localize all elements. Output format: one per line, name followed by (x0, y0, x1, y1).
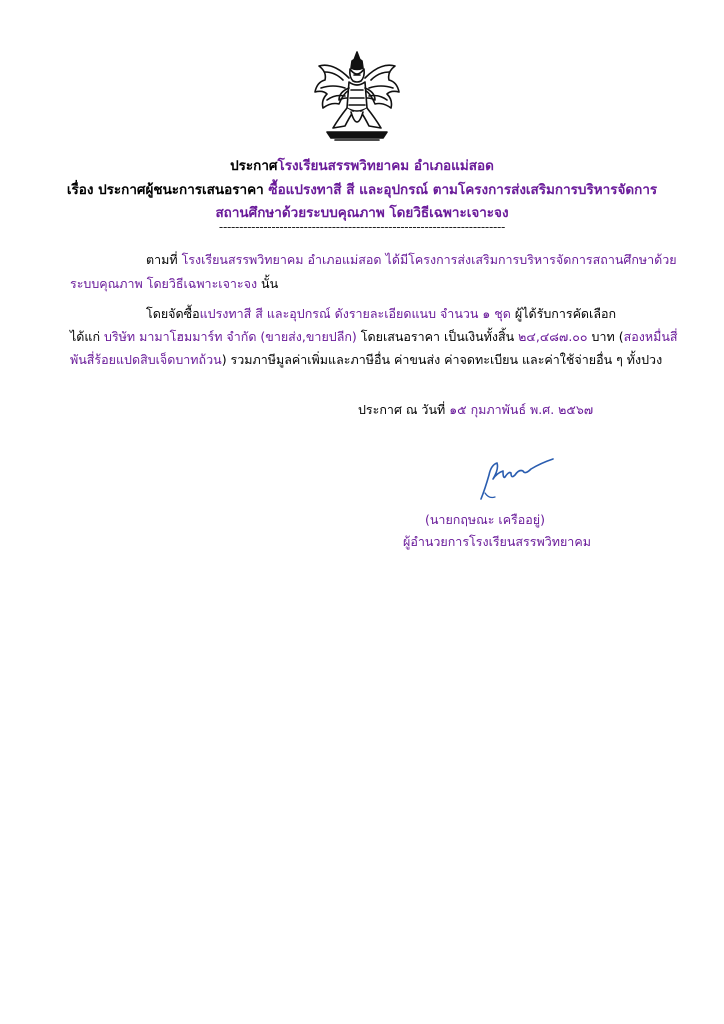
bid-amount: ๒๔,๔๘๗.๐๐ (518, 329, 588, 344)
signer-name: (นายกฤษณะ เครืออยู่) (425, 512, 545, 527)
amount-in-words-end: พันสี่ร้อยแปดสิบเจ็ดบาทถ้วน (70, 352, 222, 367)
title-prefix: ประกาศ (230, 158, 278, 174)
item-description: แปรงทาสี สี และอุปกรณ์ ดังรายละเอียดแนบ จำนวน ๑ ชุด (199, 306, 511, 321)
paragraph1-line2 (70, 274, 278, 294)
signer-position: ผู้อำนวยการโรงเรียนสรรพวิทยาคม (403, 534, 591, 549)
text-run: ผู้ได้รับการคัดเลือก (510, 306, 617, 321)
separator-line: ----------------------------------------------------------------------- (218, 220, 506, 234)
winning-vendor: บริษัท มามาโฮมมาร์ท จำกัด (ขายส่ง,ขายปลีก) (104, 329, 357, 344)
announcement-title (40, 154, 684, 176)
announcement-subject (40, 178, 684, 200)
garuda-emblem-icon (309, 48, 405, 148)
text-run: นั้น (257, 276, 279, 291)
project-run: ได้มีโครงการส่งเสริมการบริหารจัดการสถานศึกษาด้วย (381, 252, 677, 267)
text-run: โดยจัดซื้อ (146, 306, 200, 321)
method-run: ระบบคุณภาพ โดยวิธีเฉพาะเจาะจง (70, 276, 258, 291)
text-run: ) รวมภาษีมูลค่าเพิ่มและภาษีอื่น ค่าขนส่ง ค่าจดทะเบียน และค่าใช้จ่ายอื่น ๆ ทั้งปวง (221, 352, 663, 367)
amount-in-words-start: สองหมื่นสี่ (623, 329, 678, 344)
paragraph2-line3 (70, 350, 662, 370)
paragraph2-line1 (146, 304, 616, 324)
subject-prefix: เรื่อง ประกาศผู้ชนะการเสนอราคา (66, 182, 269, 198)
announcement-date (358, 400, 593, 420)
text-run: โดยเสนอราคา เป็นเงินทั้งสิ้น (356, 329, 519, 344)
text-run: ตามที่ (146, 252, 182, 267)
paragraph1-line1 (146, 250, 677, 270)
date-value: ๑๕ กุมภาพันธ์ พ.ศ. ๒๕๖๗ (449, 402, 594, 417)
paragraph2-line2 (70, 327, 678, 347)
text-run: บาท ( (587, 329, 624, 344)
announcement-subject-line2: สถานศึกษาด้วยระบบคุณภาพ โดยวิธีเฉพาะเจาะจง (215, 205, 509, 221)
handwritten-signature-icon (475, 455, 560, 505)
text-run: ได้แก่ (70, 329, 105, 344)
date-label: ประกาศ ณ วันที่ (358, 402, 450, 417)
school-name-run: โรงเรียนสรรพวิทยาคม อำเภอแม่สอด (181, 252, 382, 267)
subject-main: ซื้อแปรงทาสี สี และอุปกรณ์ ตามโครงการส่งเสริมการบริหารจัดการ (268, 182, 658, 198)
school-name: โรงเรียนสรรพวิทยาคม อำเภอแม่สอด (277, 158, 494, 174)
